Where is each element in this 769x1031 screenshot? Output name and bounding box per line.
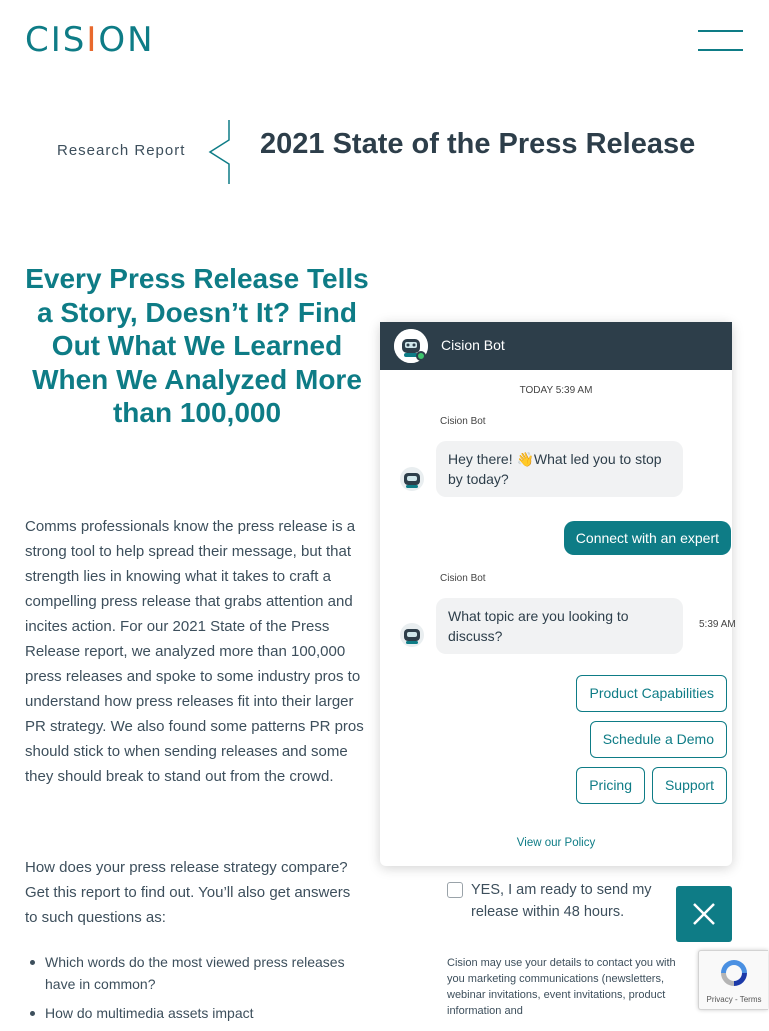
bot-name-label: Cision Bot [440,573,486,584]
recaptcha-links[interactable]: Privacy - Terms [706,995,762,1004]
list-item: How do multimedia assets impact [45,1002,345,1024]
close-icon [692,902,716,926]
bot-avatar-icon [399,622,425,648]
bot-avatar-icon [399,466,425,492]
option-pricing-button[interactable]: Pricing [576,767,645,804]
cta-paragraph: How does your press release strategy compare? Get this report to find out. You’ll also get answers to such questions as: [25,859,351,926]
page-title: 2021 State of the Press Release [260,128,696,160]
ready-to-send-label: YES, I am ready to send my release within 48 hours. [471,882,652,920]
bot-message-bubble: What topic are you looking to discuss? [436,598,683,654]
user-reply-bubble[interactable]: Connect with an expert [564,521,731,555]
recaptcha-icon [718,957,750,989]
question-list [45,951,345,1031]
chat-header-name: Cision Bot [441,337,505,353]
intro-paragraph: Comms professionals know the press release is a strong tool to help spread their message, but that strength lies in knowing what it takes to craft a compelling press release that grabs attention and incites action. For our 2021 State of the Press Release report, we analyzed more than 100,000 press releases and spoke to some industry pros to understand how press releases fit into their larger PR strategy. We also found some patterns PR pros should stick to when sending releases and some they should break to stand out from the crowd. [25,518,364,785]
close-chat-button[interactable] [676,886,732,942]
logo-text-prefix: CIS [25,20,87,60]
recaptcha-badge[interactable] [698,950,768,1010]
bot-name-label: Cision Bot [440,416,486,427]
option-support-button[interactable]: Support [652,767,727,804]
ready-to-send-checkbox[interactable] [447,882,463,898]
list-item: Which words do the most viewed press releases have in common? [45,951,345,995]
online-status-dot [416,351,426,361]
logo-text-accent: I [86,20,99,60]
bot-message-bubble: Hey there! 👋What led you to stop by today? [436,441,683,497]
chat-timestamp: TODAY 5:39 AM [519,385,593,396]
option-product-capabilities-button[interactable]: Product Capabilities [576,675,727,712]
option-schedule-demo-button[interactable]: Schedule a Demo [590,721,727,758]
message-timestamp: 5:39 AM [699,619,736,630]
privacy-disclaimer: Cision may use your details to contact you with you marketing communications (newsletters, webinar invitations, event invitations, product information and [447,957,676,1017]
hamburger-icon[interactable] [698,28,743,52]
report-type-label: Research Report [57,142,186,159]
chat-widget [380,322,736,866]
cision-logo[interactable] [25,22,155,58]
chat-header [380,322,732,370]
hamburger-line-top [698,30,743,32]
logo-text-suffix: ON [98,20,155,60]
view-policy-link[interactable]: View our Policy [516,837,596,849]
main-headline: Every Press Release Tells a Story, Doesn’t It? Find Out What We Learned When We Analyzed More than 100,000 [25,263,369,428]
hamburger-line-bottom [698,49,743,51]
chevron-divider-icon [208,120,232,184]
